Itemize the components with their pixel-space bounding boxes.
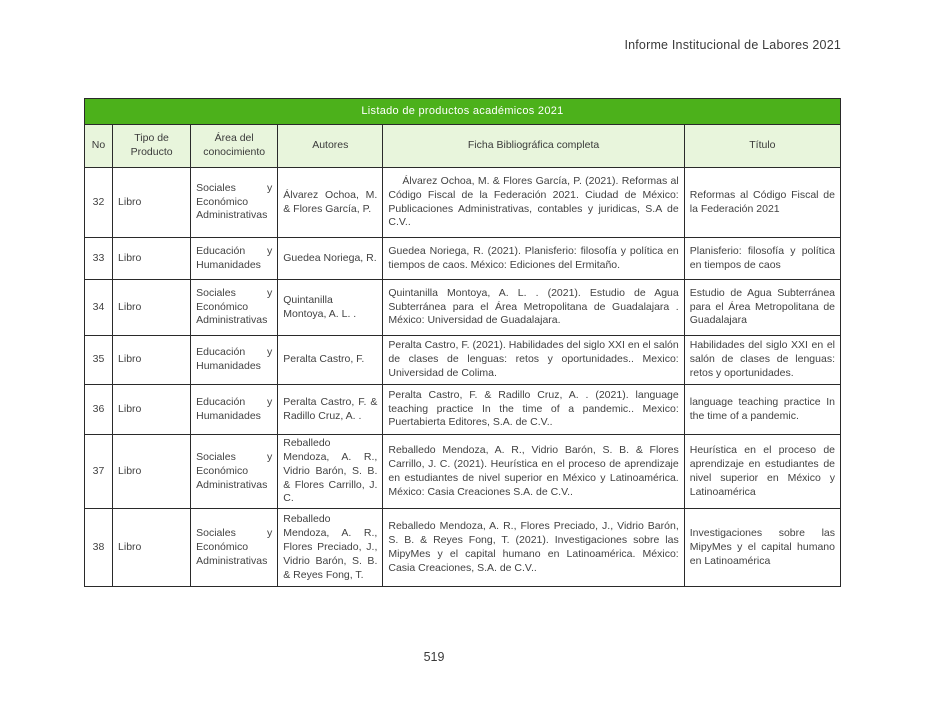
cell-area: Educación y Humanidades [191, 336, 278, 385]
cell-autores: Peralta Castro, F. [278, 336, 383, 385]
cell-no: 33 [85, 238, 113, 280]
table-row [85, 168, 841, 238]
table-row [85, 238, 841, 280]
cell-no: 38 [85, 509, 113, 587]
cell-tipo: Libro [113, 280, 191, 336]
cell-autores: Peralta Castro, F. & Radillo Cruz, A. . [278, 385, 383, 435]
cell-ficha: Peralta Castro, F. & Radillo Cruz, A. . (2021). language teaching practice In the time of a pandemic.. Mexico: Puertabierta Editores, S.A. de C.V.. [383, 385, 684, 435]
column-header-autores: Autores [278, 125, 383, 168]
cell-titulo: language teaching practice In the time of a pandemic. [684, 385, 840, 435]
table-row [85, 435, 841, 509]
cell-area: Educación y Humanidades [191, 238, 278, 280]
cell-titulo: Estudio de Agua Subterránea para el Área Metropolitana de Guadalajara [684, 280, 840, 336]
cell-no: 36 [85, 385, 113, 435]
column-header-ficha: Ficha Bibliográfica completa [383, 125, 684, 168]
cell-ficha: Guedea Noriega, R. (2021). Planisferio: filosofía y política en tiempos de caos. México: Ediciones del Ermitaño. [383, 238, 684, 280]
table-row [85, 336, 841, 385]
cell-tipo: Libro [113, 509, 191, 587]
cell-tipo: Libro [113, 336, 191, 385]
column-header-row [85, 125, 841, 168]
cell-area: Sociales y Económico Administrativas [191, 280, 278, 336]
cell-ficha: Reballedo Mendoza, A. R., Vidrio Barón, S. B. & Flores Carrillo, J. C. (2021). Heurística en el proceso de aprendizaje en estudiantes de nivel superior en México y Latinoamérica. México: Casia Creaciones S.A. de C.V.. [383, 435, 684, 509]
cell-tipo: Libro [113, 385, 191, 435]
column-header-area: Área del conocimiento [191, 125, 278, 168]
academic-products-table [84, 98, 841, 587]
cell-area: Sociales y Económico Administrativas [191, 435, 278, 509]
column-header-tipo: Tipo de Producto [113, 125, 191, 168]
cell-ficha: Peralta Castro, F. (2021). Habilidades del siglo XXI en el salón de clases de lenguas: retos y oportunidades.. Mexico: Universidad de Colima. [383, 336, 684, 385]
cell-titulo: Heurística en el proceso de aprendizaje en estudiantes de nivel superior en México y Latinoamérica [684, 435, 840, 509]
cell-tipo: Libro [113, 238, 191, 280]
table-row [85, 280, 841, 336]
column-header-titulo: Título [684, 125, 840, 168]
cell-no: 35 [85, 336, 113, 385]
page-number: 519 [423, 650, 445, 664]
cell-titulo: Habilidades del siglo XXI en el salón de clases de lenguas: retos y oportunidades. [684, 336, 840, 385]
report-title: Informe Institucional de Labores 2021 [624, 38, 841, 52]
table-title-row [85, 99, 841, 125]
cell-ficha: Reballedo Mendoza, A. R., Flores Preciado, J., Vidrio Barón, S. B. & Reyes Fong, T. (2021). Investigaciones sobre las MipyMes y el capital humano en Latinoamérica. México: Casia Creaciones, S.A. de C.V.. [383, 509, 684, 587]
cell-tipo: Libro [113, 168, 191, 238]
cell-no: 37 [85, 435, 113, 509]
cell-no: 34 [85, 280, 113, 336]
cell-autores: Quintanilla Montoya, A. L. . [278, 280, 383, 336]
cell-area: Educación y Humanidades [191, 385, 278, 435]
cell-ficha: Quintanilla Montoya, A. L. . (2021). Estudio de Agua Subterránea para el Área Metropolitana de Guadalajara . México: Universidad de Guadalajara. [383, 280, 684, 336]
table-title: Listado de productos académicos 2021 [85, 99, 841, 125]
cell-autores: Álvarez Ochoa, M. & Flores García, P. [278, 168, 383, 238]
column-header-no: No [85, 125, 113, 168]
cell-area: Sociales y Económico Administrativas [191, 168, 278, 238]
cell-autores: Reballedo Mendoza, A. R., Vidrio Barón, S. B. & Flores Carrillo, J. C. [278, 435, 383, 509]
cell-titulo: Investigaciones sobre las MipyMes y el capital humano en Latinoamérica [684, 509, 840, 587]
cell-no: 32 [85, 168, 113, 238]
cell-area: Sociales y Económico Administrativas [191, 509, 278, 587]
cell-autores: Guedea Noriega, R. [278, 238, 383, 280]
cell-titulo: Planisferio: filosofía y política en tiempos de caos [684, 238, 840, 280]
table-row [85, 509, 841, 587]
cell-tipo: Libro [113, 435, 191, 509]
cell-autores: Reballedo Mendoza, A. R., Flores Preciado, J., Vidrio Barón, S. B. & Reyes Fong, T. [278, 509, 383, 587]
table-row [85, 385, 841, 435]
cell-titulo: Reformas al Código Fiscal de la Federación 2021 [684, 168, 840, 238]
cell-ficha: Álvarez Ochoa, M. & Flores García, P. (2021). Reformas al Código Fiscal de la Federación 2021. Ciudad de México: Publicaciones Administrativas, contables y juridicas, S.A de C.V.. [383, 168, 684, 238]
